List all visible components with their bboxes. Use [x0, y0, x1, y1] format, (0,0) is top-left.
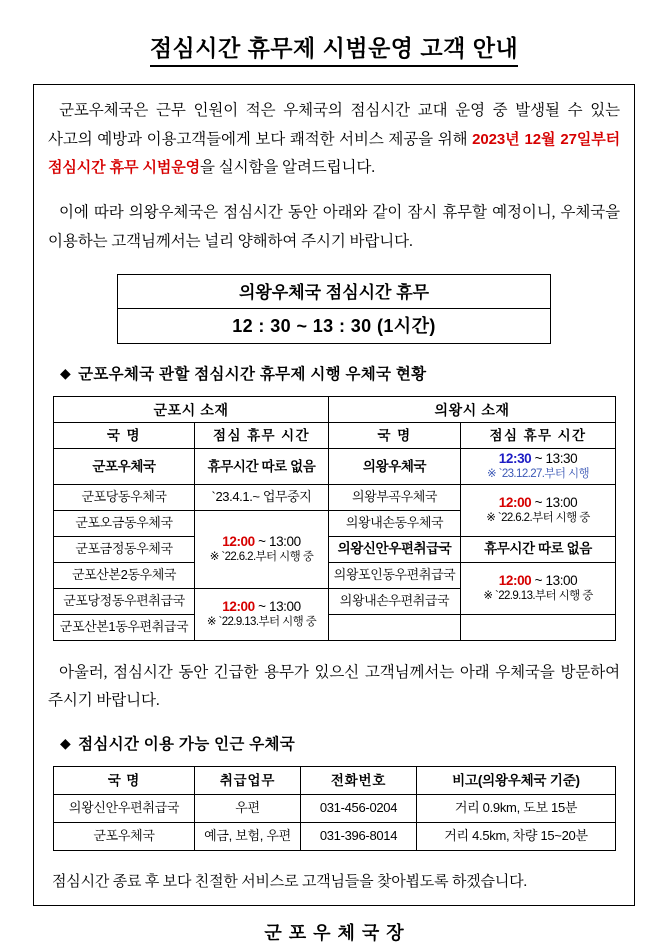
- diamond-bullet-icon: ◆: [60, 365, 72, 382]
- post-office-status-table: [53, 396, 616, 640]
- office-name: 의왕신안우편취급국: [329, 536, 461, 562]
- office-hours-note: ※ `22.9.13.부터 시행 중: [206, 615, 317, 628]
- office-hours-start: 12:00: [222, 533, 255, 549]
- table-row-city-headers: [54, 397, 616, 423]
- closing-text: 점심시간 종료 후 보다 친절한 서비스로 고객님들을 찾아뵙도록 하겠습니다.: [52, 873, 527, 890]
- office-hours-value: [499, 573, 578, 588]
- office-name: 군포산본2동우체국: [54, 562, 195, 588]
- intro-paragraph-2: 이에 따라 의왕우체국은 점심시간 동안 아래와 같이 잠시 휴무할 예정이니, 우체국을 이용하는 고객님께서는 널리 양해하여 주시기 바랍니다.: [48, 204, 620, 250]
- office-hours-note: ※ `22.9.13.부터 시행 중: [483, 589, 593, 602]
- table-row: [54, 484, 616, 510]
- office-phone: 031-396-8014: [301, 822, 417, 850]
- title-container: [0, 0, 668, 87]
- office-hours: `23.4.1.~ 업무중지: [195, 484, 329, 510]
- nearby-post-office-table: [53, 766, 616, 851]
- office-hours-value: [222, 599, 301, 614]
- section-heading-nearby: [48, 732, 620, 754]
- office-hours: [461, 449, 616, 484]
- office-hours-rest: ~ 13:00: [531, 494, 578, 510]
- table-row: [54, 614, 616, 640]
- office-hours-start: 12:30: [498, 451, 532, 467]
- section-heading-status-label: 군포우체국 관할 점심시간 휴무제 시행 우체국 현황: [78, 366, 427, 384]
- intro-text-before: 군포우체국은 근무 인원이 적은 우체국의 점심시간 교대 운영 중 발생될 수 있는 사고의 예방과 이용고객들에게 보다 쾌적한 서비스 제공을 위해: [48, 102, 620, 148]
- office-hours-rest: ~ 13:00: [254, 533, 301, 549]
- section-heading-nearby-label: 점심시간 이용 가능 인근 우체국: [78, 735, 296, 753]
- office-service: 우편: [195, 794, 301, 822]
- spacer-4: [48, 384, 620, 396]
- col-header-time-left: 점심 휴무 시간: [195, 423, 329, 449]
- spacer-1: [48, 183, 620, 199]
- office-name: 군포우체국: [54, 822, 195, 850]
- office-hours: [195, 510, 329, 588]
- office-hours-rest: ~ 13:00: [531, 572, 578, 588]
- office-name: 군포우체국: [54, 449, 195, 484]
- office-hours-value: [499, 451, 578, 466]
- office-hours-note: ※ `22.6.2.부터 시행 중: [486, 511, 590, 524]
- col-header-name-right: 국 명: [329, 423, 461, 449]
- spacer-5: [48, 641, 620, 659]
- office-hours-start: 12:00: [498, 572, 532, 588]
- office-name: 의왕부곡우체국: [329, 484, 461, 510]
- office-hours-start: 12:00: [498, 494, 532, 510]
- col-header-phone: 전화번호: [301, 766, 417, 794]
- lunch-closure-timebox: [117, 274, 551, 344]
- spacer-7: [48, 754, 620, 766]
- spacer-8: [48, 851, 620, 869]
- section-heading-status: [48, 362, 620, 384]
- col-header-remark: 비고(의왕우체국 기준): [417, 766, 616, 794]
- table-row: [54, 562, 616, 588]
- col-header-name-left: 국 명: [54, 423, 195, 449]
- office-service: 예금, 보험, 우편: [195, 822, 301, 850]
- office-hours: 휴무시간 따로 없음: [195, 449, 329, 484]
- timebox-time-row: [118, 309, 551, 344]
- diamond-bullet-icon: ◆: [60, 734, 72, 751]
- spacer-2: [48, 256, 620, 274]
- timebox-container: [48, 274, 620, 344]
- office-name: 군포금정동우체국: [54, 536, 195, 562]
- col-header-name: 국 명: [54, 766, 195, 794]
- office-hours: [195, 588, 329, 640]
- office-hours-value: [222, 534, 301, 549]
- col-header-time-right: 점심 휴무 시간: [461, 423, 616, 449]
- office-name: 군포오금동우체국: [54, 510, 195, 536]
- table-row: [54, 536, 616, 562]
- office-hours-note: ※ `22.6.2.부터 시행 중: [209, 550, 314, 563]
- table-row-column-headers: [54, 423, 616, 449]
- office-name: 의왕우체국: [329, 449, 461, 484]
- timebox-time: 12 : 30 ~ 13 : 30 (1시간): [118, 309, 551, 344]
- table-row: [54, 449, 616, 484]
- office-name: 의왕내손동우체국: [329, 510, 461, 536]
- table-row-column-headers: [54, 766, 616, 794]
- office-phone: 031-456-0204: [301, 794, 417, 822]
- city-header-uiwang: 의왕시 소재: [329, 397, 616, 423]
- office-hours-start: 12:00: [222, 598, 255, 614]
- office-hours: 휴무시간 따로 없음: [461, 536, 616, 562]
- office-remark: 거리 4.5km, 차량 15~20분: [417, 822, 616, 850]
- office-hours: [461, 562, 616, 614]
- office-name: 군포당동우체국: [54, 484, 195, 510]
- col-header-service: 취급업무: [195, 766, 301, 794]
- office-hours-note: ※ `23.12.27.부터 시행: [486, 468, 590, 481]
- notice-body-frame: [33, 84, 635, 943]
- intro-text-after: 을 실시함을 알려드립니다.: [200, 159, 375, 177]
- office-hours: [461, 484, 616, 536]
- office-remark: 거리 0.9km, 도보 15분: [417, 794, 616, 822]
- spacer-6: [48, 716, 620, 732]
- intro-highlight: 2023년 12월 27일부터 점심시간 휴무 시범운영: [48, 130, 620, 177]
- office-name: 의왕신안우편취급국: [54, 794, 195, 822]
- office-name: 의왕내손우편취급국: [329, 588, 461, 614]
- signature: 군포우체국장: [264, 922, 411, 943]
- office-name: 군포당정동우편취급국: [54, 588, 195, 614]
- office-name: 의왕포인동우편취급국: [329, 562, 461, 588]
- office-name-empty: [329, 614, 461, 640]
- office-hours-rest: ~ 13:00: [254, 598, 301, 614]
- timebox-heading: 의왕우체국 점심시간 휴무: [118, 275, 551, 309]
- page-title: 점심시간 휴무제 시범운영 고객 안내: [150, 34, 518, 67]
- office-hours-empty: [461, 614, 616, 640]
- table-row: [54, 794, 616, 822]
- table-row: [54, 822, 616, 850]
- intro-paragraph-1: [48, 97, 620, 183]
- office-hours-value: [499, 495, 578, 510]
- timebox-heading-row: [118, 275, 551, 309]
- middle-paragraph: 아울러, 점심시간 동안 긴급한 용무가 있으신 고객님께서는 아래 우체국을 방문하여 주시기 바랍니다.: [48, 663, 620, 710]
- office-hours-rest: ~ 13:30: [531, 451, 578, 467]
- spacer-3: [48, 344, 620, 362]
- city-header-gunpo: 군포시 소재: [54, 397, 329, 423]
- office-name: 군포산본1동우편취급국: [54, 614, 195, 640]
